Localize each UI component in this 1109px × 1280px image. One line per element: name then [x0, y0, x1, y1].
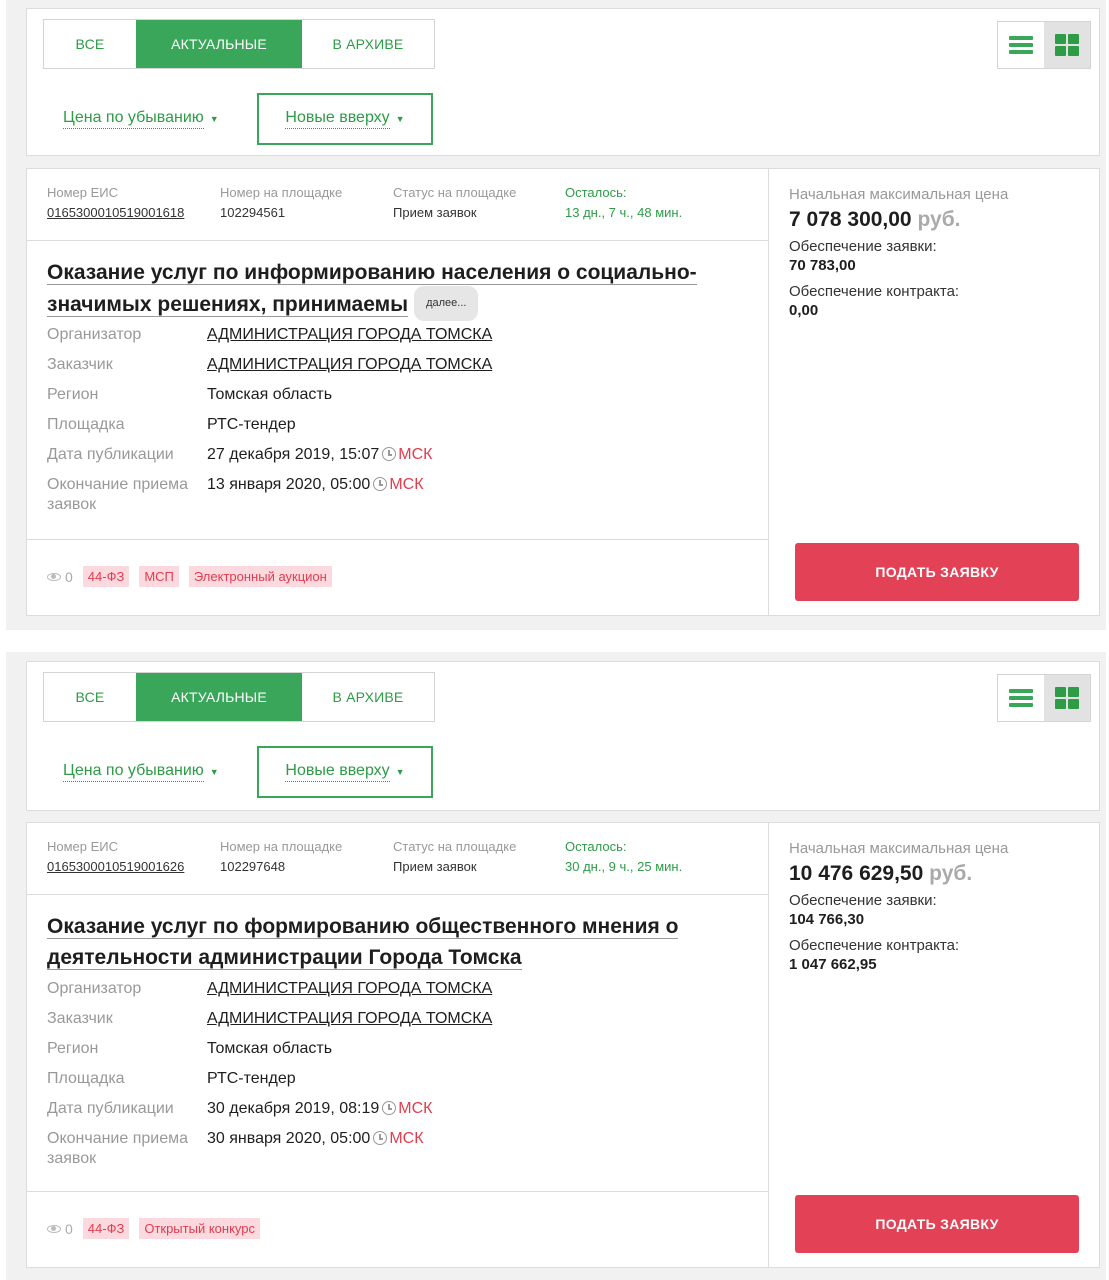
tender-tags [47, 566, 332, 587]
tender-info [27, 169, 769, 615]
screenshot-2 [6, 652, 1106, 1280]
tab-all[interactable]: ВСЕ [75, 689, 105, 705]
tender-meta-row [27, 169, 768, 241]
platform-number [220, 183, 342, 223]
organizer-link[interactable]: АДМИНИСТРАЦИЯ ГОРОДА ТОМСКА [207, 326, 493, 343]
tab-actual[interactable]: АКТУАЛЬНЫЕ [136, 673, 302, 721]
views-count: 0 [65, 1220, 73, 1237]
end-date-label: Окончание приема заявок [47, 476, 189, 513]
views-counter [47, 1221, 73, 1237]
grid-view-button[interactable] [1044, 675, 1090, 721]
tender-price-panel [769, 823, 1099, 1267]
publication-date-label: Дата публикации [47, 1100, 174, 1117]
tender-title-line-2: значимых решениях, принимаемы [47, 293, 409, 317]
clock-icon [382, 447, 396, 461]
eye-icon [47, 1225, 61, 1233]
sort-price-label: Цена по убыванию [63, 109, 204, 129]
currency: руб. [929, 862, 973, 885]
detail-row-publication-date [47, 1099, 747, 1129]
timezone-label: МСК [398, 1100, 433, 1117]
publication-date-label: Дата публикации [47, 446, 174, 463]
timezone-label: МСК [389, 1130, 424, 1147]
apply-button[interactable]: ПОДАТЬ ЗАЯВКУ [795, 543, 1079, 601]
price-label: Начальная максимальная цена [789, 840, 1009, 857]
tender-title-line-2: деятельности администрации Города Томска [47, 946, 522, 969]
organizer-link[interactable]: АДМИНИСТРАЦИЯ ГОРОДА ТОМСКА [207, 980, 493, 997]
platform-number [220, 837, 342, 877]
tender-card [26, 822, 1100, 1268]
list-view-button[interactable] [998, 22, 1044, 68]
eye-icon [47, 573, 61, 581]
status-tabs [43, 672, 435, 722]
filter-panel [26, 8, 1100, 156]
bid-security-label: Обеспечение заявки: [789, 892, 937, 909]
end-date-text: 13 января 2020, 05:00 [207, 476, 371, 493]
platform-status [393, 183, 516, 223]
currency: руб. [917, 208, 961, 231]
tab-archive[interactable]: В АРХИВЕ [332, 36, 404, 52]
tender-info [27, 823, 769, 1267]
platform-number-label: Номер на площадке [220, 839, 343, 854]
eis-label: Номер ЕИС [47, 185, 119, 200]
platform-value: РТС-тендер [207, 416, 296, 433]
view-toggle [997, 21, 1091, 69]
platform-status [393, 837, 516, 877]
bid-security-value: 70 783,00 [789, 257, 856, 274]
time-left-value: 13 дн., 7 ч., 48 мин. [565, 205, 683, 220]
price-label: Начальная максимальная цена [789, 186, 1009, 203]
chevron-down-icon: ▼ [209, 114, 219, 124]
tag-procedure: Открытый конкурс [139, 1218, 260, 1239]
chevron-down-icon: ▼ [209, 767, 219, 777]
end-date-value [207, 1129, 424, 1169]
platform-number-value: 102297648 [220, 859, 286, 874]
tender-footer [27, 539, 768, 615]
customer-link[interactable]: АДМИНИСТРАЦИЯ ГОРОДА ТОМСКА [207, 356, 493, 373]
detail-row-customer [47, 1009, 747, 1039]
region-value: Томская область [207, 1040, 333, 1057]
views-counter [47, 569, 73, 585]
platform-value: РТС-тендер [207, 1070, 296, 1087]
views-count: 0 [65, 568, 73, 585]
sort-controls [43, 93, 463, 145]
detail-row-customer [47, 355, 747, 385]
detail-row-platform [47, 415, 747, 445]
contract-security-label: Обеспечение контракта: [789, 283, 960, 300]
region-label: Регион [47, 1040, 99, 1057]
platform-label: Площадка [47, 1070, 125, 1087]
eis-number [47, 183, 184, 223]
tender-card [26, 168, 1100, 616]
list-icon [1008, 34, 1034, 56]
organizer-label: Организатор [47, 980, 142, 997]
tender-footer [27, 1191, 768, 1267]
platform-label: Площадка [47, 416, 125, 433]
tender-price-panel [769, 169, 1099, 615]
bid-security-label: Обеспечение заявки: [789, 238, 937, 255]
tab-all[interactable]: ВСЕ [75, 36, 105, 52]
detail-row-platform [47, 1069, 747, 1099]
time-left-label: Осталось: [565, 839, 627, 854]
apply-button[interactable]: ПОДАТЬ ЗАЯВКУ [795, 1195, 1079, 1253]
sort-price-dropdown[interactable] [63, 93, 219, 145]
tag-law: 44-ФЗ [83, 566, 130, 587]
tender-title[interactable] [47, 911, 747, 973]
tender-details [47, 979, 747, 1169]
detail-row-publication-date [47, 445, 747, 475]
publication-date-value [207, 445, 432, 475]
clock-icon [373, 477, 387, 491]
grid-view-button[interactable] [1044, 22, 1090, 68]
tag-procedure: Электронный аукцион [189, 566, 332, 587]
platform-number-value: 102294561 [220, 205, 286, 220]
eis-number [47, 837, 184, 877]
detail-row-organizer [47, 325, 747, 355]
price-value [789, 205, 1089, 235]
clock-icon [382, 1101, 396, 1115]
grid-icon [1054, 33, 1080, 57]
status-value: Прием заявок [393, 859, 477, 874]
end-date-text: 30 января 2020, 05:00 [207, 1130, 371, 1147]
end-date-value [207, 475, 424, 515]
eis-link[interactable]: 0165300010519001626 [47, 859, 185, 874]
tender-tags [47, 1218, 260, 1239]
status-label: Статус на площадке [393, 185, 517, 200]
detail-row-region [47, 1039, 747, 1069]
time-left-label: Осталось: [565, 185, 627, 200]
region-label: Регион [47, 386, 99, 403]
contract-security-label: Обеспечение контракта: [789, 937, 960, 954]
filter-panel [26, 661, 1100, 811]
tab-archive[interactable]: В АРХИВЕ [332, 689, 404, 705]
time-left [565, 837, 682, 877]
timezone-label: МСК [398, 446, 433, 463]
contract-security-value: 1 047 662,95 [789, 956, 877, 973]
publication-date-text: 27 декабря 2019, 15:07 [207, 446, 380, 463]
sort-price-dropdown[interactable] [63, 746, 219, 798]
tag-smb: МСП [139, 566, 179, 587]
sort-price-label: Цена по убыванию [63, 762, 204, 782]
detail-row-end-date [47, 475, 747, 515]
price-amount: 10 476 629,50 [789, 862, 924, 885]
tag-law: 44-ФЗ [83, 1218, 130, 1239]
bid-security-value: 104 766,30 [789, 911, 865, 928]
list-icon [1008, 687, 1034, 709]
tender-meta-row [27, 823, 768, 895]
eis-link[interactable]: 0165300010519001618 [47, 205, 185, 220]
chevron-down-icon: ▼ [395, 767, 405, 777]
status-label: Статус на площадке [393, 839, 517, 854]
time-left-value: 30 дн., 9 ч., 25 мин. [565, 859, 683, 874]
sort-date-dropdown[interactable] [257, 93, 433, 145]
time-left [565, 183, 682, 223]
tab-actual[interactable]: АКТУАЛЬНЫЕ [136, 20, 302, 68]
region-value: Томская область [207, 386, 333, 403]
sort-date-label: Новые вверху [285, 762, 389, 782]
customer-link[interactable]: АДМИНИСТРАЦИЯ ГОРОДА ТОМСКА [207, 1010, 493, 1027]
timezone-label: МСК [389, 476, 424, 493]
clock-icon [373, 1131, 387, 1145]
chevron-down-icon: ▼ [395, 114, 405, 124]
detail-row-end-date [47, 1129, 747, 1169]
status-tabs [43, 19, 435, 69]
tender-details [47, 325, 747, 515]
customer-label: Заказчик [47, 356, 113, 373]
price-value [789, 859, 1089, 889]
sort-date-label: Новые вверху [285, 109, 389, 129]
grid-icon [1054, 686, 1080, 710]
publication-date-text: 30 декабря 2019, 08:19 [207, 1100, 380, 1117]
status-value: Прием заявок [393, 205, 477, 220]
eis-label: Номер ЕИС [47, 839, 119, 854]
tender-title-line-1: Оказание услуг по формированию общественного мнения о [47, 915, 679, 938]
platform-number-label: Номер на площадке [220, 185, 343, 200]
price-block [789, 839, 1089, 981]
detail-row-region [47, 385, 747, 415]
sort-date-dropdown[interactable] [257, 746, 433, 798]
price-block [789, 185, 1089, 327]
tender-title-line-1: Оказание услуг по информированию населения о социально- [47, 261, 697, 284]
organizer-label: Организатор [47, 326, 142, 343]
end-date-label: Окончание приема заявок [47, 1130, 189, 1167]
list-view-button[interactable] [998, 675, 1044, 721]
customer-label: Заказчик [47, 1010, 113, 1027]
publication-date-value [207, 1099, 432, 1129]
detail-row-organizer [47, 979, 747, 1009]
sort-controls [43, 746, 463, 798]
tender-title[interactable] [47, 257, 747, 323]
more-button[interactable]: далее... [414, 286, 478, 321]
view-toggle [997, 674, 1091, 722]
screenshot-1 [6, 0, 1106, 630]
price-amount: 7 078 300,00 [789, 208, 912, 231]
contract-security-value: 0,00 [789, 302, 819, 319]
